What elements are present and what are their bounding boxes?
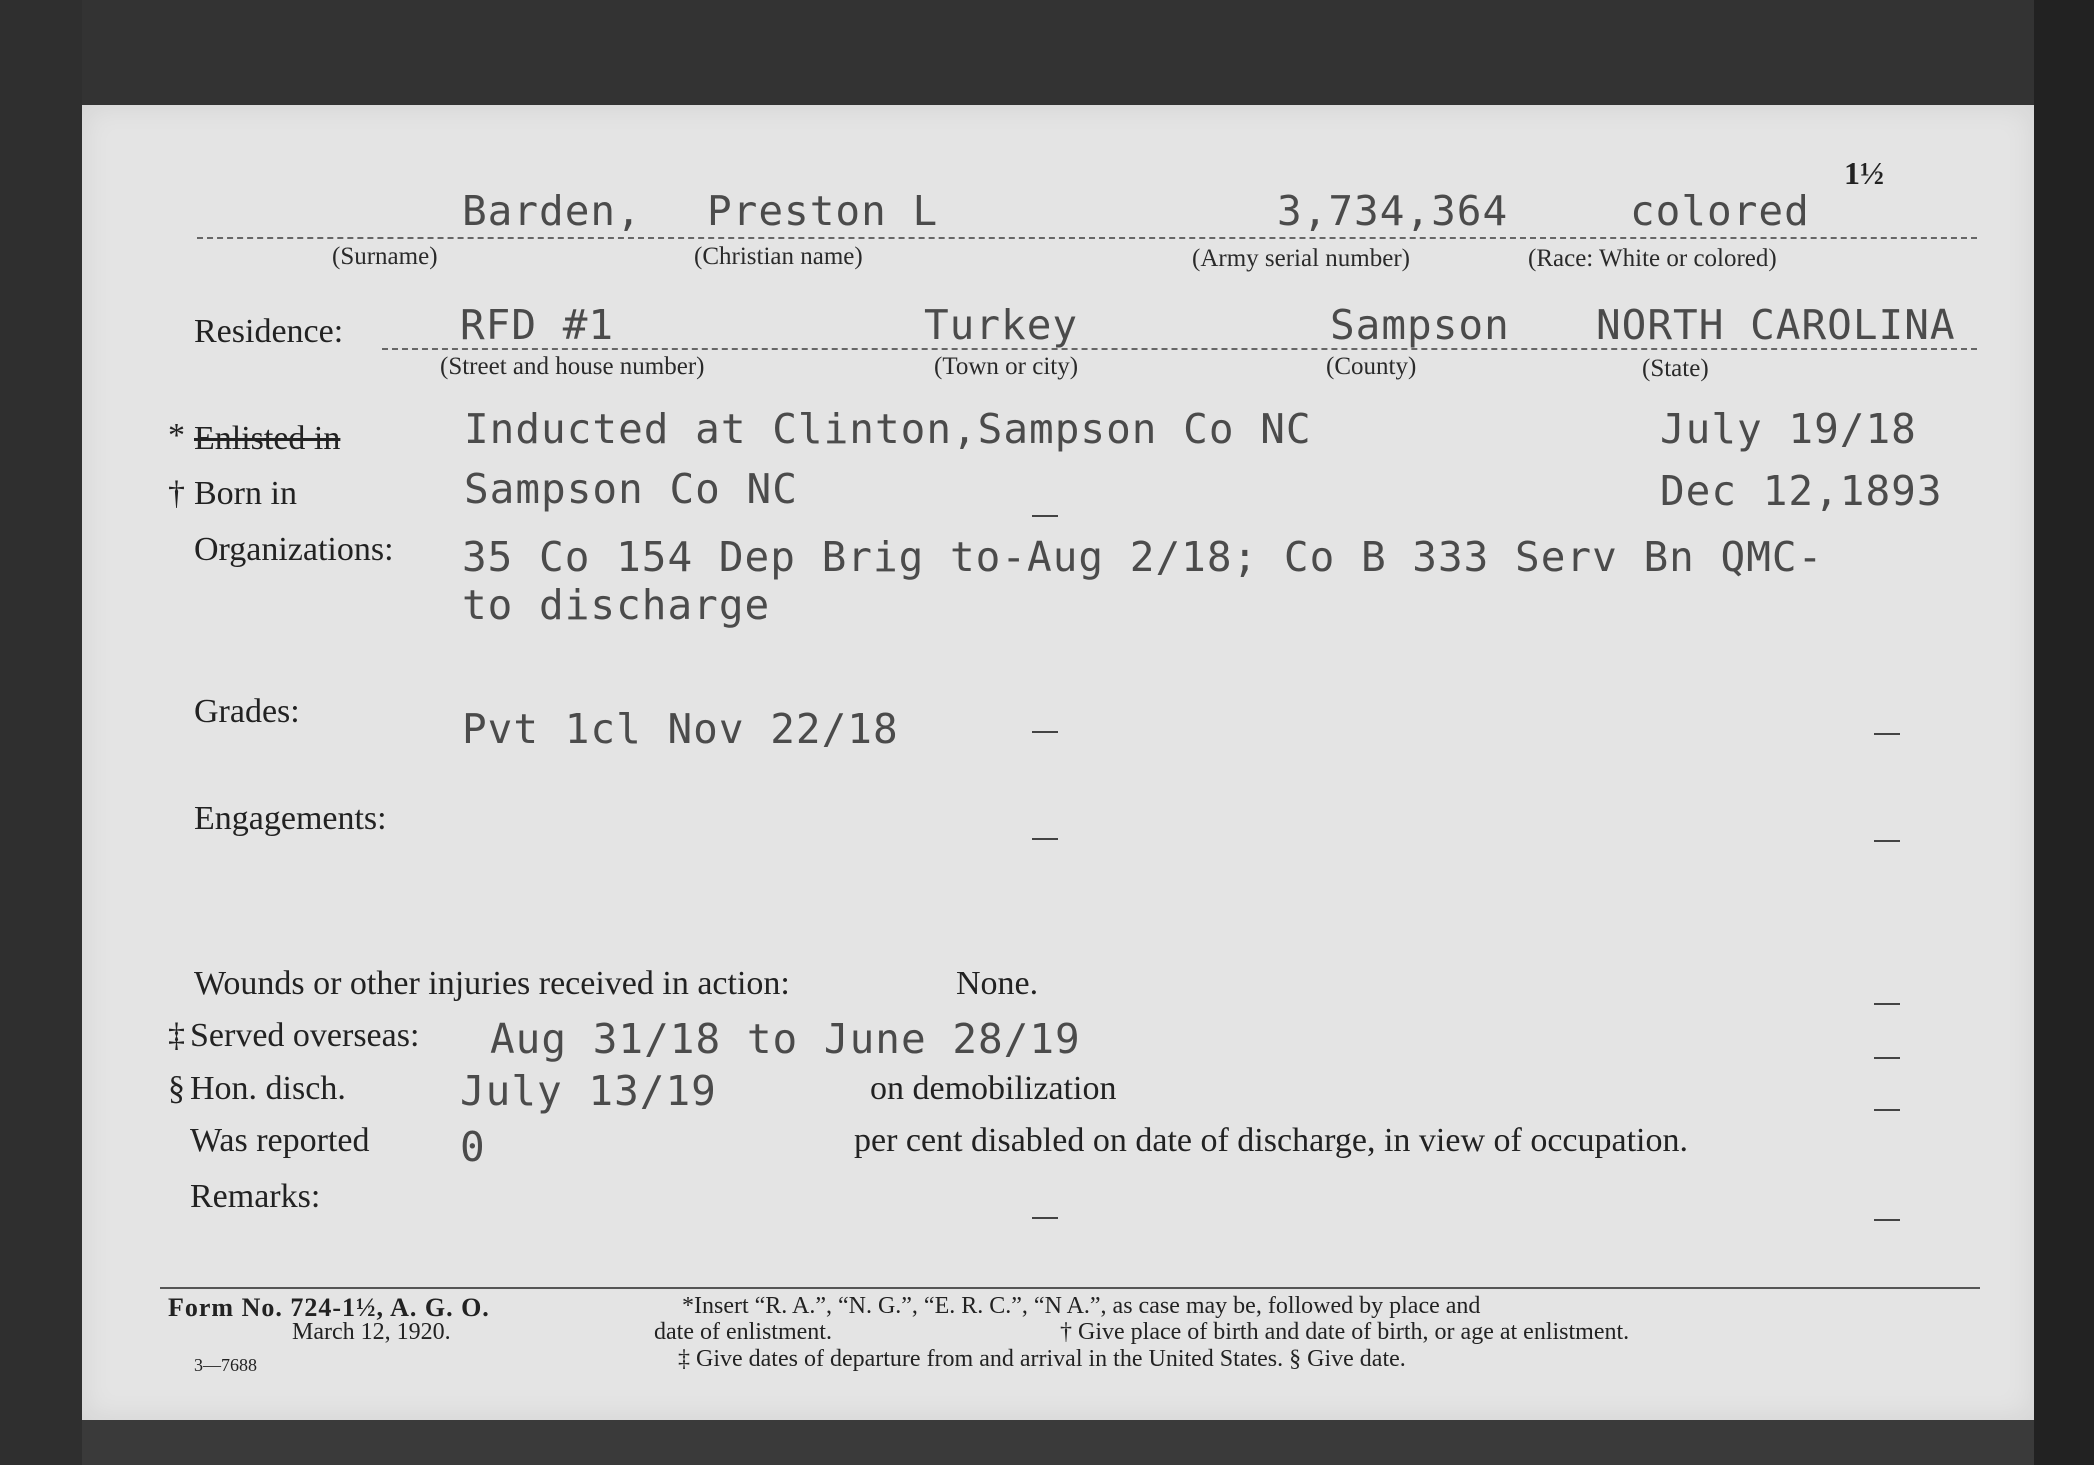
born-label: Born in — [194, 475, 297, 512]
enlisted-date: July 19/18 — [1660, 405, 1917, 453]
residence-line — [382, 348, 1977, 350]
discharge-label: Hon. disch. — [190, 1070, 346, 1107]
organizations-line1: 35 Co 154 Dep Brig to-Aug 2/18; Co B 333 Serv Bn QMC- — [462, 533, 1824, 581]
form-number: Form No. 724-1½, A. G. O. — [168, 1293, 490, 1322]
overseas-label: Served overseas: — [190, 1017, 420, 1054]
race-caption: (Race: White or colored) — [1528, 245, 1777, 272]
footer-rule — [160, 1287, 1980, 1289]
discharge-value: July 13/19 — [460, 1067, 717, 1115]
grades-label: Grades: — [194, 693, 300, 730]
town-value: Turkey — [924, 301, 1079, 349]
remarks-dash — [1032, 1217, 1058, 1219]
grades-dash-right — [1874, 733, 1900, 735]
enlisted-label: Enlisted in — [194, 420, 341, 457]
serial-number-caption: (Army serial number) — [1192, 245, 1410, 272]
reported-text: per cent disabled on date of discharge, in view of occupation. — [854, 1122, 1688, 1159]
discharge-dash — [1874, 1109, 1900, 1111]
remarks-label: Remarks: — [190, 1178, 321, 1215]
reported-label: Was reported — [190, 1122, 370, 1159]
service-record-card — [82, 105, 2034, 1420]
wounds-label: Wounds or other injuries received in action: — [194, 965, 790, 1002]
footnote-overseas: ‡ Give dates of departure from and arrival in the United States. § Give date. — [678, 1346, 1406, 1372]
enlisted-marker: * — [168, 417, 185, 454]
engagements-dash — [1032, 838, 1058, 840]
grades-value: Pvt 1cl Nov 22/18 — [462, 705, 899, 753]
overseas-marker: ‡ — [168, 1017, 185, 1054]
street-caption: (Street and house number) — [440, 353, 705, 380]
overseas-value: Aug 31/18 to June 28/19 — [490, 1015, 1081, 1063]
race-value: colored — [1630, 187, 1810, 235]
born-value: Sampson Co NC — [464, 465, 798, 513]
town-caption: (Town or city) — [934, 353, 1079, 380]
grades-dash — [1032, 731, 1058, 733]
state-value: NORTH CAROLINA — [1596, 301, 1956, 349]
county-caption: (County) — [1326, 353, 1417, 380]
scanner-background-left — [0, 0, 82, 1465]
discharge-marker: § — [168, 1070, 185, 1107]
born-date: Dec 12,1893 — [1660, 467, 1943, 515]
footnote-enlistment: *Insert “R. A.”, “N. G.”, “E. R. C.”, “N A.”, as case may be, followed by place and — [682, 1293, 1481, 1319]
scanner-background-right — [2034, 0, 2094, 1465]
footnote-enlistment-cont: date of enlistment. — [654, 1319, 832, 1345]
remarks-dash-right — [1874, 1219, 1900, 1221]
county-value: Sampson — [1330, 301, 1510, 349]
engagements-dash-right — [1874, 840, 1900, 842]
footnote-birth: † Give place of birth and date of birth, or age at enlistment. — [1060, 1319, 1630, 1345]
header-line — [197, 237, 1977, 239]
card-number: 1½ — [1844, 155, 1884, 191]
street-value: RFD #1 — [460, 301, 615, 349]
surname-caption: (Surname) — [332, 243, 438, 270]
organizations-line2: to discharge — [462, 581, 771, 629]
state-caption: (State) — [1642, 355, 1709, 382]
discharge-note: on demobilization — [870, 1070, 1117, 1107]
wounds-dash — [1874, 1003, 1900, 1005]
overseas-dash — [1874, 1057, 1900, 1059]
enlisted-value: Inducted at Clinton,Sampson Co NC — [464, 405, 1312, 453]
form-date: March 12, 1920. — [292, 1319, 451, 1345]
christian-name-caption: (Christian name) — [694, 243, 863, 270]
residence-label: Residence: — [194, 313, 344, 350]
reported-value: 0 — [460, 1123, 486, 1171]
wounds-value: None. — [956, 965, 1039, 1002]
surname-value: Barden, — [462, 187, 642, 235]
scanner-background-top — [0, 0, 2094, 105]
serial-number-value: 3,734,364 — [1277, 187, 1509, 235]
engagements-label: Engagements: — [194, 800, 387, 837]
born-marker: † — [168, 475, 185, 512]
christian-name-value: Preston L — [707, 187, 939, 235]
born-dash — [1032, 515, 1058, 517]
print-code: 3—7688 — [194, 1355, 257, 1375]
organizations-label: Organizations: — [194, 531, 394, 568]
